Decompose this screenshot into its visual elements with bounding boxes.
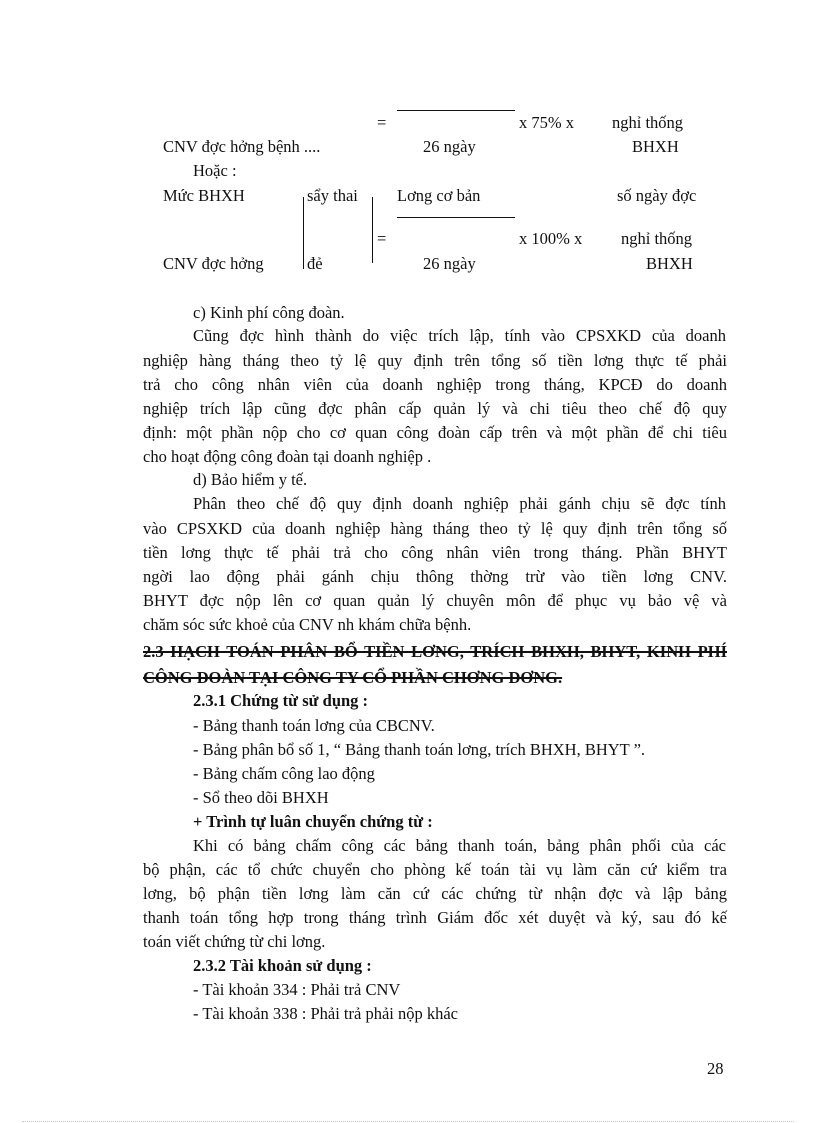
or-label: Hoặc :: [193, 161, 237, 180]
equals-sign-2: =: [377, 229, 387, 248]
section-c-line: nghiệp hàng tháng theo tỷ lệ quy định trên tổng số tiền lơng thực tế phải: [143, 351, 727, 370]
section-c-line-last: cho hoạt động công đoàn tại doanh nghiệp .: [143, 447, 432, 466]
formula2-condition-top: sẩy thai: [307, 186, 358, 205]
fraction-bar-1: [397, 110, 515, 111]
formula2-right-middle: nghỉ thống: [621, 229, 693, 248]
procedure-line: bộ phận, các tổ chức chuyển cho phòng kế toán tài vụ làm căn cứ kiểm tra: [143, 860, 727, 879]
section-232-heading: 2.3.2 Tài khoản sử dụng :: [193, 956, 372, 975]
procedure-line: thanh toán tổng hợp trong tháng trình Giám đốc xét duyệt và ký, sau đó kế: [143, 908, 727, 927]
formula1-denominator: 26 ngày: [423, 137, 476, 156]
procedure-line: Khi có bảng chấm công các bảng thanh toán, bảng phân phối của các: [193, 836, 726, 855]
formula2-right-bottom: BHXH: [646, 254, 693, 273]
formula1-left-bottom: CNV đợc hởng bệnh ....: [163, 137, 321, 156]
bracket-left: [303, 197, 304, 269]
section-c-line: nghiệp trích lập cũng đợc phân cấp quản lý và chi tiêu theo chế độ quy: [143, 399, 727, 418]
formula1-right-bottom: BHXH: [632, 137, 679, 156]
procedure-line: lơng, bộ phận tiền lơng làm căn cứ các chứng từ nhận đợc và lập bảng: [143, 884, 727, 903]
bracket-right: [372, 197, 373, 263]
page-number: 28: [707, 1059, 724, 1078]
section-d-line-last: chăm sóc sức khoẻ của CNV nh khám chữa bệnh.: [143, 615, 472, 634]
equals-sign-1: =: [377, 113, 387, 132]
section-c-line: Cũng đợc hình thành do việc trích lập, tính vào CPSXKD của doanh: [193, 326, 726, 345]
formula2-condition-bottom: đẻ: [307, 254, 323, 273]
section-c-heading: c) Kinh phí công đoàn.: [193, 303, 345, 322]
section-23-heading-line2: CÔNG ĐOÀN TẠI CÔNG TY CỔ PHẦN CHƠNG DƠNG.: [143, 668, 563, 687]
section-d-line: ngời lao động phải gánh chịu thông thờng trừ vào tiền lơng CNV.: [143, 567, 727, 586]
document-list-item: - Bảng chấm công lao động: [193, 764, 375, 783]
fraction-bar-2: [397, 217, 515, 218]
section-d-line: Phân theo chế độ quy định doanh nghiệp phải gánh chịu sẽ đợc tính: [193, 494, 726, 513]
account-list-item: - Tài khoản 338 : Phải trả phải nộp khác: [193, 1004, 459, 1023]
multiplier-1: x 75% x: [519, 113, 574, 132]
document-list-item: - Bảng phân bổ số 1, “ Bảng thanh toán lơng, trích BHXH, BHYT ”.: [193, 740, 646, 759]
formula2-denominator: 26 ngày: [423, 254, 476, 273]
section-c-line: trả cho công nhân viên của doanh nghiệp trong tháng, KPCĐ do doanh: [143, 375, 727, 394]
section-231-heading: 2.3.1 Chứng từ sử dụng :: [193, 691, 369, 710]
formula2-left-bottom: CNV đợc hởng: [163, 254, 264, 273]
formula1-right-top: nghỉ thống: [612, 113, 684, 132]
section-c-line: định: một phần nộp cho cơ quan công đoàn cấp trên và một phần để chi tiêu: [143, 423, 727, 442]
page-bottom-border: [22, 1121, 794, 1122]
section-23-heading-line1: 2.3 HẠCH TOÁN PHÂN BỔ TIỀN LƠNG, TRÍCH BHXH, BHYT, KINH PHÍ: [143, 642, 727, 661]
section-d-heading: d) Bảo hiểm y tế.: [193, 470, 308, 489]
formula2-left-top: Mức BHXH: [163, 186, 245, 205]
multiplier-2: x 100% x: [519, 229, 583, 248]
document-list-item: - Bảng thanh toán lơng của CBCNV.: [193, 716, 435, 735]
account-list-item: - Tài khoản 334 : Phải trả CNV: [193, 980, 401, 999]
section-d-line: tiền lơng thực tế phải trả cho công nhân viên trong tháng. Phần BHYT: [143, 543, 727, 562]
procedure-line-last: toán viết chứng từ chi lơng.: [143, 932, 326, 951]
formula2-right-top: số ngày đợc: [617, 186, 697, 205]
section-d-line: vào CPSXKD của doanh nghiệp hàng tháng theo tỷ lệ quy định trên tổng số: [143, 519, 727, 538]
section-d-line: BHYT đợc nộp lên cơ quan quản lý chuyên môn để phục vụ bảo vệ và: [143, 591, 727, 610]
formula2-numerator: Lơng cơ bản: [397, 186, 481, 205]
procedure-heading: + Trình tự luân chuyển chứng từ :: [193, 812, 433, 831]
document-list-item: - Sổ theo dõi BHXH: [193, 788, 329, 807]
